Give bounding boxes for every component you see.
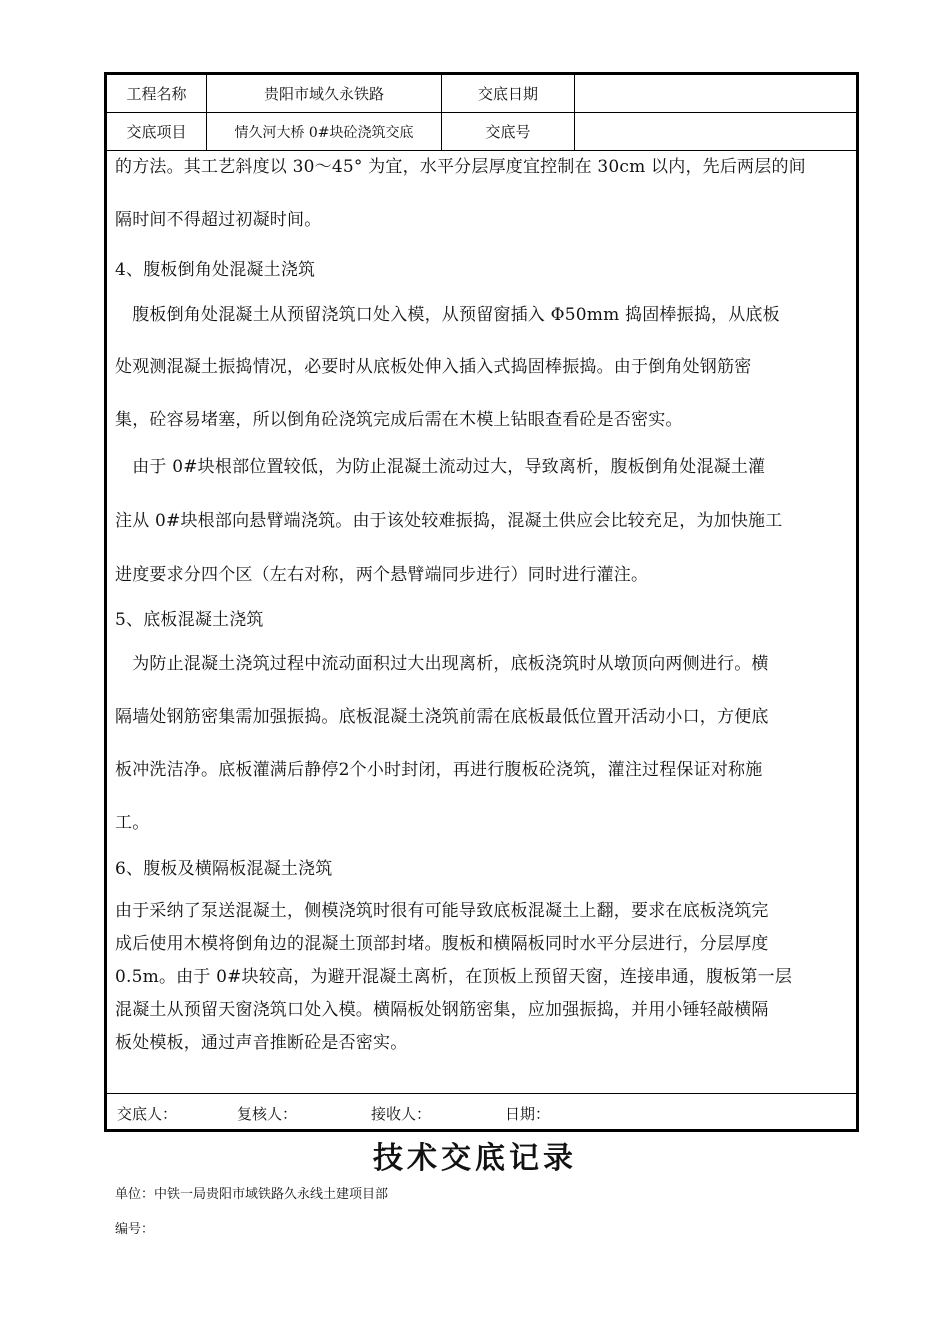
project-name-value: 贵阳市域久永铁路 [207, 75, 442, 112]
content-line: 进度要求分四个区（左右对称，两个悬臂端同步进行）同时进行灌注。 [115, 565, 649, 585]
section-heading: 5、底板混凝土浇筑 [115, 610, 264, 630]
content-line: 注从 0#块根部向悬臂端浇筑。由于该处较难振捣，混凝土供应会比较充足，为加快施工 [115, 511, 783, 531]
content-line: 由于 0#块根部位置较低，为防止混凝土流动过大，导致离析，腹板倒角处混凝土灌 [115, 457, 766, 477]
header-row-1 [107, 75, 856, 113]
content-line: 板冲洗洁净。底板灌满后静停2个小时封闭，再进行腹板砼浇筑，灌注过程保证对称施 [115, 760, 763, 780]
content-line: 集，砼容易堵塞，所以倒角砼浇筑完成后需在木模上钻眼查看砼是否密实。 [115, 410, 683, 430]
content-line: 混凝土从预留天窗浇筑口处入模。横隔板处钢筋密集，应加强振捣，并用小锤轻敲横隔 [115, 1000, 769, 1020]
content-line: 隔时间不得超过初凝时间。 [115, 210, 322, 230]
disclosure-date-value [575, 75, 856, 112]
unit-line: 单位：中铁一局贵阳市域铁路久永线土建项目部 [115, 1187, 389, 1202]
disclosure-item-value: 情久河大桥 0#块砼浇筑交底 [207, 113, 442, 150]
header-row-2 [107, 113, 856, 151]
disclosure-number-value [575, 113, 856, 150]
content-line: 板处模板，通过声音推断砼是否密实。 [115, 1033, 408, 1053]
section-heading: 6、腹板及横隔板混凝土浇筑 [115, 859, 333, 879]
content-line: 隔墙处钢筋密集需加强振捣。底板混凝土浇筑前需在底板最低位置开活动小口，方便底 [115, 707, 769, 727]
content-line: 工。 [115, 813, 150, 833]
project-name-label: 工程名称 [107, 75, 207, 112]
disclosure-item-label: 交底项目 [107, 113, 207, 150]
content-line: 0.5m。由于 0#块较高，为避开混凝土离析，在顶板上预留天窗，连接串通，腹板第一层 [115, 967, 793, 987]
content-line: 腹板倒角处混凝土从预留浇筑口处入模，从预留窗插入 Φ50mm 捣固棒振捣，从底板 [115, 305, 780, 325]
number-line: 编号： [115, 1222, 155, 1237]
page-title: 技术交底记录 [373, 1141, 577, 1176]
disclosure-number-label: 交底号 [442, 113, 575, 150]
date-label: 日期： [505, 1105, 551, 1123]
presenter-label: 交底人： [117, 1105, 178, 1123]
disclosure-date-label: 交底日期 [442, 75, 575, 112]
receiver-label: 接收人： [371, 1105, 432, 1123]
content-line: 的方法。其工艺斜度以 30～45° 为宜，水平分层厚度宜控制在 30cm 以内，先后两层的间 [115, 157, 806, 177]
content-line: 为防止混凝土浇筑过程中流动面积过大出现离析，底板浇筑时从墩顶向两侧进行。横 [115, 654, 769, 674]
reviewer-label: 复核人： [237, 1105, 298, 1123]
content-line: 成后使用木模将倒角边的混凝土顶部封堵。腹板和横隔板同时水平分层进行，分层厚度 [115, 934, 769, 954]
content-line: 处观测混凝土振捣情况，必要时从底板处伸入插入式捣固棒振捣。由于倒角处钢筋密 [115, 357, 752, 377]
content-line: 由于采纳了泵送混凝土，侧模浇筑时很有可能导致底板混凝土上翻，要求在底板浇筑完 [115, 901, 769, 921]
signature-row [107, 1093, 856, 1129]
disclosure-record-table [104, 72, 859, 1132]
section-heading: 4、腹板倒角处混凝土浇筑 [115, 260, 316, 280]
